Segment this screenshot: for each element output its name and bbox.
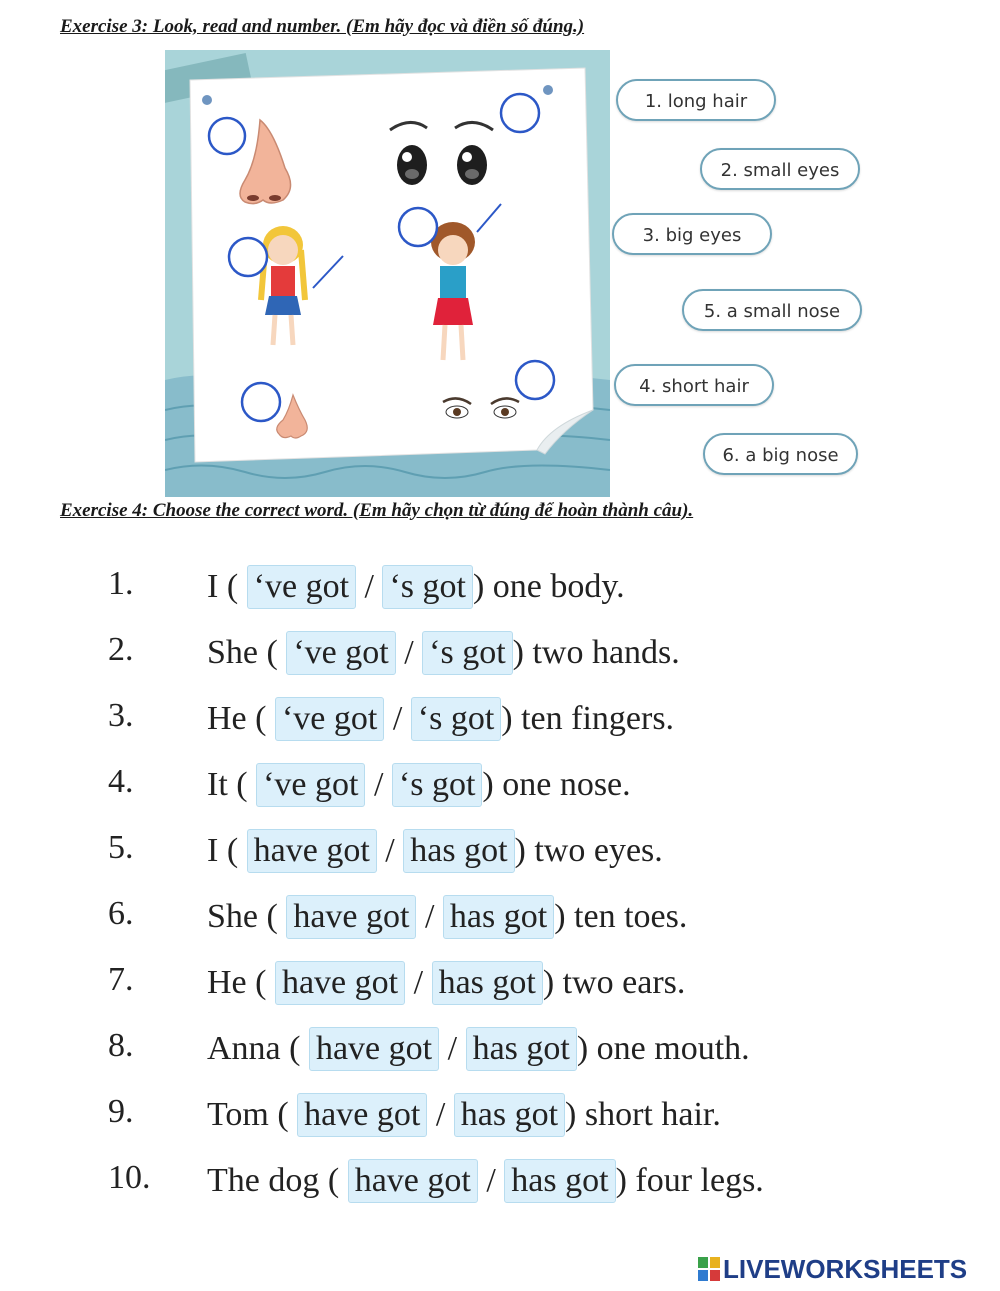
question-sentence [207,697,674,741]
answer-circle-big-eyes[interactable] [501,94,539,132]
option-1[interactable]: have got [275,961,405,1005]
sentence-end: ) two eyes. [514,832,663,869]
option-2[interactable]: ‘s got [422,631,513,675]
question-row [0,1149,1000,1209]
option-1[interactable]: ‘ve got [247,565,356,609]
question-row [0,753,1000,813]
sentence-start: I ( [207,832,239,869]
label-small-nose: 5. a small nose [682,289,862,331]
answer-circle-small-nose[interactable] [242,383,280,421]
option-separator: / [364,568,374,605]
exercise-3-title: Exercise 3: Look, read and number. (Em hãy đọc và điền số đúng.) [60,16,585,37]
option-separator: / [424,898,435,935]
option-1[interactable]: have got [348,1159,478,1203]
option-1[interactable]: ‘ve got [275,697,384,741]
question-number: 4. [108,763,134,800]
option-separator: / [392,700,403,737]
question-row [0,555,1000,615]
option-separator: / [373,766,384,803]
sentence-end: ) one nose. [482,766,631,803]
sentence-start: I ( [207,568,239,605]
question-number: 5. [108,829,134,866]
sentence-end: ) one mouth. [576,1030,750,1067]
question-number: 6. [108,895,134,932]
question-number: 10. [108,1159,151,1196]
question-number: 8. [108,1027,134,1064]
question-row [0,951,1000,1011]
option-1[interactable]: have got [297,1093,427,1137]
question-sentence [207,829,663,873]
sentence-end: ) ten toes. [554,898,688,935]
answer-circle-nose[interactable] [209,118,245,154]
question-sentence [207,895,687,939]
option-separator: / [486,1162,496,1199]
question-row [0,819,1000,879]
sentence-start: It ( [207,766,248,803]
answer-circle-small-eyes[interactable] [516,361,554,399]
option-separator: / [413,964,424,1001]
option-2[interactable]: has got [432,961,543,1005]
sentence-start: The dog ( [207,1162,340,1199]
option-separator: / [447,1030,458,1067]
option-1[interactable]: have got [309,1027,439,1071]
question-row [0,1083,1000,1143]
option-1[interactable]: have got [286,895,416,939]
label-long-hair: 1. long hair [616,79,776,121]
option-2[interactable]: has got [403,829,514,873]
option-2[interactable]: has got [443,895,554,939]
sentence-end: ) two ears. [542,964,686,1001]
sentence-start: She ( [207,634,278,671]
question-row [0,687,1000,747]
question-sentence [207,961,685,1005]
option-separator: / [435,1096,446,1133]
option-2[interactable]: ‘s got [392,763,483,807]
option-separator: / [404,634,414,671]
question-number: 1. [108,565,134,602]
liveworksheets-badge-icon [698,1257,720,1281]
sentence-end: ) four legs. [615,1162,764,1199]
sentence-end: ) one body. [472,568,625,605]
exercise-4-title: Exercise 4: Choose the correct word. (Em hãy chọn từ đúng để hoàn thành câu). [60,500,694,521]
question-number: 7. [108,961,134,998]
question-number: 2. [108,631,134,668]
question-sentence [207,565,625,609]
label-small-eyes: 2. small eyes [700,148,860,190]
sentence-start: Anna ( [207,1030,301,1067]
question-sentence [207,631,680,675]
option-2[interactable]: has got [466,1027,577,1071]
question-sentence [207,763,631,807]
answer-circle-short-hair[interactable] [399,208,437,246]
option-2[interactable]: ‘s got [382,565,473,609]
option-2[interactable]: has got [504,1159,615,1203]
question-sentence [207,1027,750,1071]
option-2[interactable]: ‘s got [411,697,502,741]
sentence-start: She ( [207,898,278,935]
option-1[interactable]: have got [247,829,377,873]
question-number: 3. [108,697,134,734]
label-short-hair: 4. short hair [614,364,774,406]
sentence-end: ) two hands. [512,634,680,671]
label-big-eyes: 3. big eyes [612,213,772,255]
logo-text: LIVEWORKSHEETS [723,1254,968,1284]
question-sentence [207,1093,721,1137]
question-sentence [207,1159,764,1203]
answer-circle-long-hair[interactable] [229,238,267,276]
sentence-start: He ( [207,964,267,1001]
option-2[interactable]: has got [454,1093,565,1137]
sentence-end: ) short hair. [565,1096,721,1133]
label-big-nose: 6. a big nose [703,433,858,475]
sentence-end: ) ten fingers. [501,700,675,737]
question-row [0,621,1000,681]
sentence-start: He ( [207,700,267,737]
option-separator: / [385,832,395,869]
question-number: 9. [108,1093,134,1130]
question-row [0,885,1000,945]
option-1[interactable]: ‘ve got [256,763,365,807]
question-row [0,1017,1000,1077]
liveworksheets-logo [698,1254,967,1285]
sentence-start: Tom ( [207,1096,289,1133]
option-1[interactable]: ‘ve got [286,631,395,675]
picture-panel [165,50,610,497]
